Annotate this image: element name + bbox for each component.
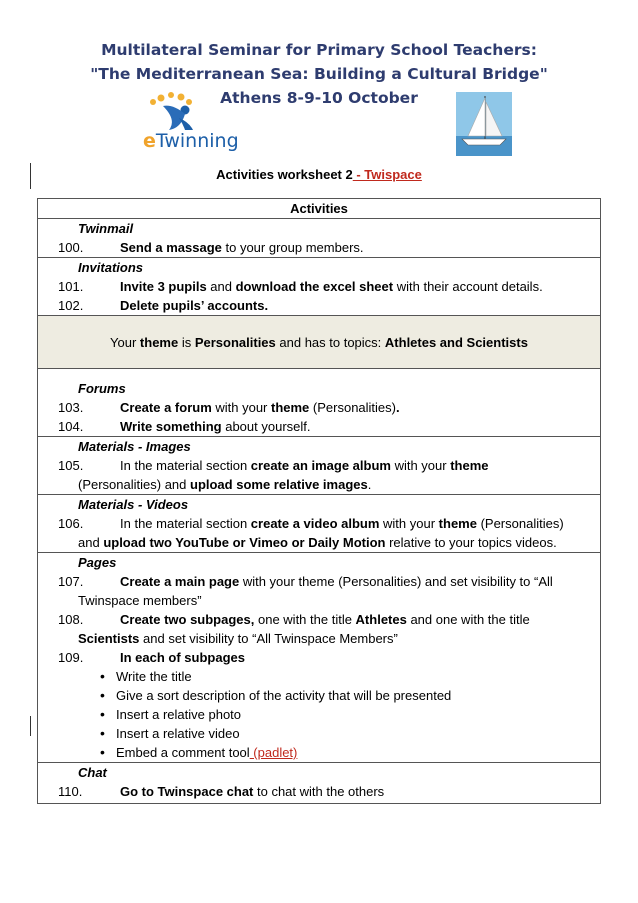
list-item: 108. Create two subpages, one with the title Athletes and one with the title — [58, 612, 530, 627]
materials-videos-section — [38, 494, 600, 552]
theme-banner: Your theme is Personalities and has to topics: Athletes and Scientists — [38, 315, 600, 368]
invitations-section — [38, 257, 600, 315]
list-item: 103. Create a forum with your theme (Personalities). — [58, 400, 400, 415]
bullet-item: • Write the title — [38, 667, 600, 686]
list-item: 110. Go to Twinspace chat to chat with the others — [58, 784, 385, 799]
section-title: Materials - Videos — [78, 497, 189, 512]
subpage-bullet-list — [38, 667, 600, 762]
twinmail-section — [38, 218, 600, 257]
materials-images-section — [38, 436, 600, 494]
seminar-title-line1: Multilateral Seminar for Primary School Teachers: — [101, 41, 537, 59]
list-item: 104. Write something about yourself. — [58, 419, 311, 434]
list-item: 101. Invite 3 pupils and download the excel sheet with their account details. — [58, 279, 543, 294]
bullet-item: • Give a sort description of the activity that will be presented — [38, 686, 600, 705]
margin-change-bar — [30, 716, 31, 736]
list-item: 105. In the material section create an image album with your theme — [58, 458, 489, 473]
section-title: Chat — [78, 765, 107, 780]
sailboat-image — [456, 92, 512, 156]
bullet-item: • Insert a relative photo — [38, 705, 600, 724]
list-item-continuation: Twinspace members” — [78, 593, 202, 608]
etwinning-wordmark: eTwinning — [143, 130, 239, 152]
list-item: 106. In the material section create a video album with your theme (Personalities) — [58, 516, 564, 531]
chat-section — [38, 762, 600, 803]
section-title: Twinmail — [78, 221, 134, 236]
table-header: Activities — [38, 199, 600, 218]
seminar-title-line2: "The Mediterranean Sea: Building a Cultural Bridge" — [90, 65, 548, 83]
list-item: 102. Delete pupils’ accounts. — [58, 298, 269, 313]
activities-table — [37, 198, 601, 804]
list-item: 107. Create a main page with your theme (Personalities) and set visibility to “All — [58, 574, 553, 589]
sailboat-icon — [456, 92, 512, 156]
list-item-continuation: and upload two YouTube or Vimeo or Daily Motion relative to your topics videos. — [78, 535, 557, 550]
forums-section — [38, 368, 600, 436]
section-title: Materials - Images — [78, 439, 191, 454]
list-item-continuation: Scientists and set visibility to “All Twinspace Members” — [78, 631, 398, 646]
worksheet-title: Activities worksheet 2 - Twispace — [216, 167, 422, 182]
etwinning-stars-icon — [133, 92, 228, 132]
padlet-link[interactable]: (padlet) — [249, 745, 298, 760]
bullet-item: • Embed a comment tool (padlet) — [38, 743, 600, 762]
section-title: Pages — [78, 555, 117, 570]
list-item-continuation: (Personalities) and upload some relative images. — [78, 477, 372, 492]
list-item: 100. Send a massage to your group members. — [58, 240, 364, 255]
worksheet-subtitle: - Twispace — [352, 167, 422, 182]
section-title: Forums — [78, 381, 126, 396]
section-title: Invitations — [78, 260, 144, 275]
pages-section — [38, 552, 600, 762]
list-item: 109. In each of subpages — [58, 650, 245, 665]
bullet-item: • Insert a relative video — [38, 724, 600, 743]
etwinning-logo — [133, 92, 239, 152]
seminar-date: Athens 8-9-10 October — [220, 89, 418, 107]
